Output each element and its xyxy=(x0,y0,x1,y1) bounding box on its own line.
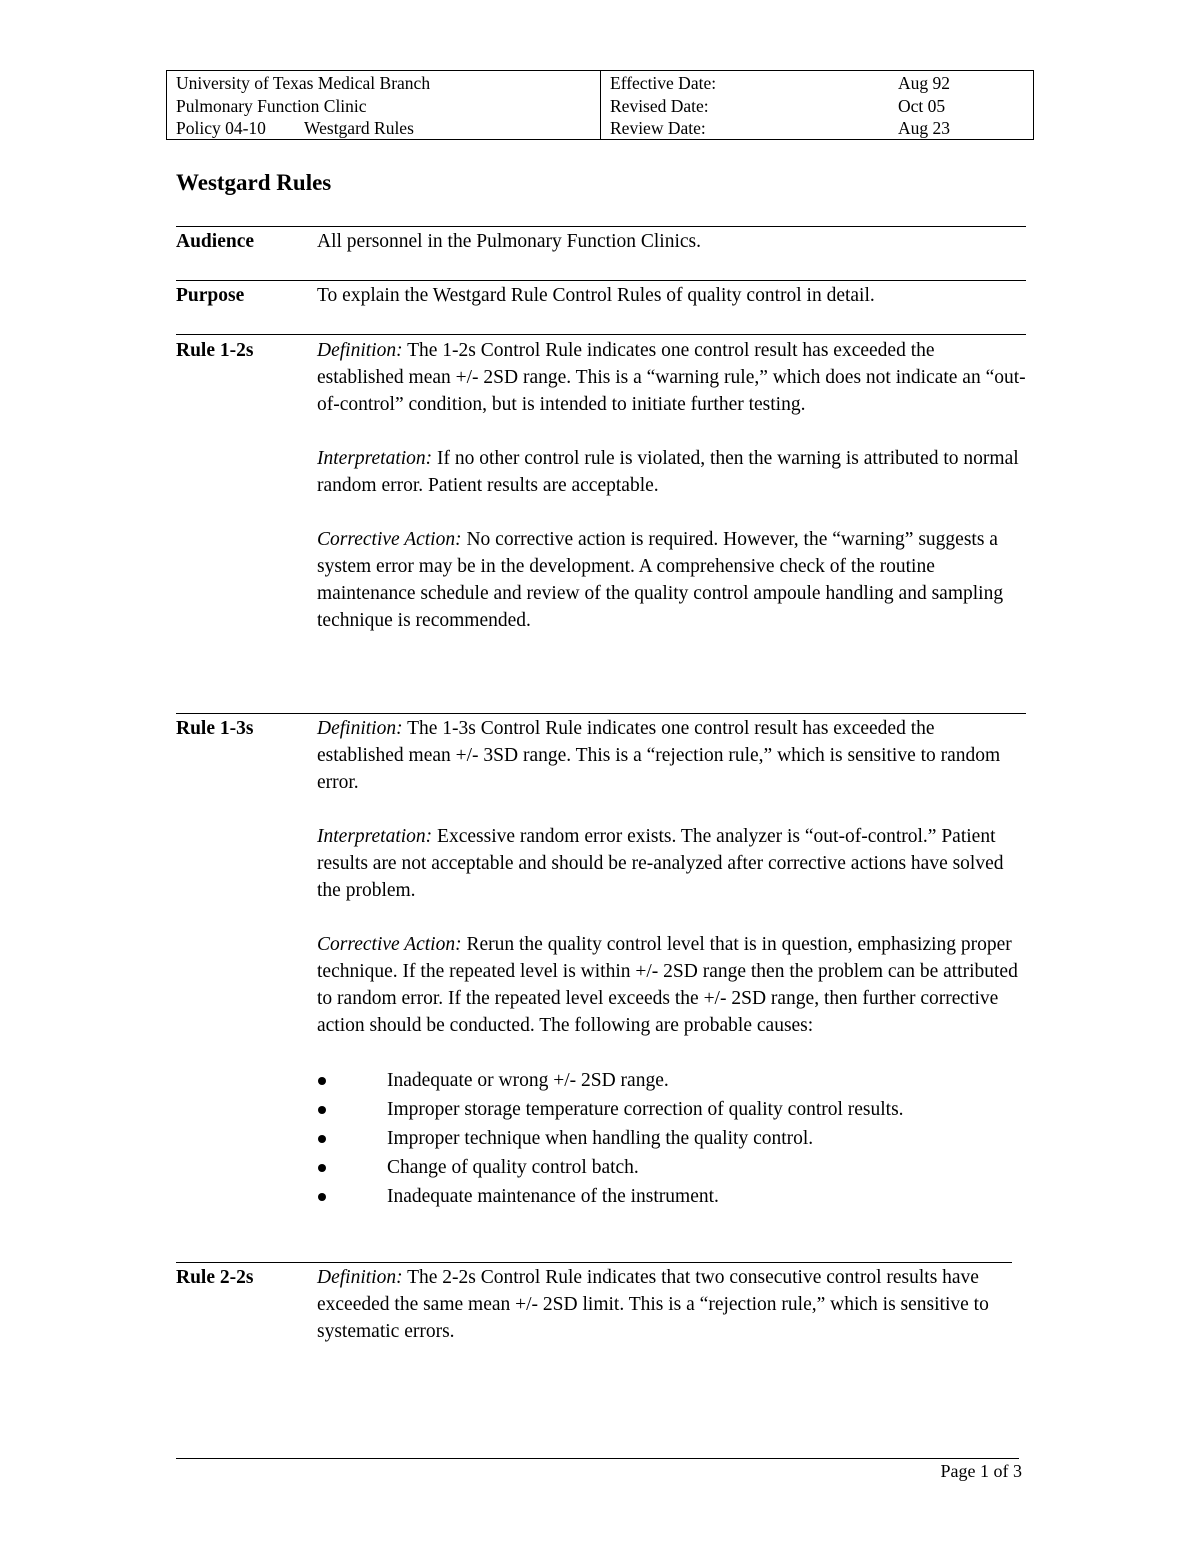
rule-1-3s-section xyxy=(176,715,1026,1211)
revised-date-label: Revised Date: xyxy=(610,95,709,116)
bullet-icon xyxy=(318,1135,326,1143)
audience-section xyxy=(176,228,1026,255)
revised-date-row xyxy=(610,95,1033,118)
list-item-text: Improper technique when handling the quality control. xyxy=(387,1128,814,1149)
probable-causes-list xyxy=(317,1066,1026,1211)
audience-label: Audience xyxy=(176,231,254,252)
corrective-action-label: Corrective Action: xyxy=(317,934,462,955)
page-title: Westgard Rules xyxy=(176,170,332,195)
corrective-action-text: Rerun the quality control level that is in question, emphasizing proper technique. If the repeated level is within +/- 2SD range then the problem can be attributed to random error. If the repeated level exceeds the +/- 2SD range, then further corrective action should be conducted. The following are probable causes: xyxy=(317,934,1018,1036)
definition-text: The 1-3s Control Rule indicates one control result has exceeded the established mean +/- 3SD range. This is a “rejection rule,” which is sensitive to random error. xyxy=(317,718,1001,793)
rule-2-2s-definition xyxy=(317,1264,1026,1345)
list-item-text: Improper storage temperature correction of quality control results. xyxy=(387,1099,904,1120)
list-item-text: Inadequate maintenance of the instrument. xyxy=(387,1186,719,1207)
divider xyxy=(176,334,1026,335)
rule-1-2s-definition xyxy=(317,337,1026,418)
header-left-cell xyxy=(167,71,601,139)
rule-2-2s-section xyxy=(176,1264,1026,1345)
purpose-section xyxy=(176,282,1026,309)
list-item-text: Change of quality control batch. xyxy=(387,1157,639,1178)
bullet-icon xyxy=(318,1193,326,1201)
interpretation-label: Interpretation: xyxy=(317,448,433,469)
header-org: University of Texas Medical Branch xyxy=(176,73,431,93)
rule-2-2s-body xyxy=(317,1264,1026,1345)
audience-text: All personnel in the Pulmonary Function Clinics. xyxy=(317,231,702,252)
purpose-label: Purpose xyxy=(176,285,245,306)
bullet-icon xyxy=(318,1106,326,1114)
interpretation-text: Excessive random error exists. The analyzer is “out-of-control.” Patient results are not acceptable and should be re-analyzed after corrective actions have solved the problem. xyxy=(317,826,1004,901)
definition-text: The 1-2s Control Rule indicates one control result has exceeded the established mean +/- 2SD range. This is a “warning rule,” which does not indicate an “out-of-control” condition, but is intended to initiate further testing. xyxy=(317,340,1026,415)
interpretation-label: Interpretation: xyxy=(317,826,433,847)
review-date-row xyxy=(610,117,1033,140)
rule-1-2s-label: Rule 1-2s xyxy=(176,340,254,361)
purpose-text: To explain the Westgard Rule Control Rules of quality control in detail. xyxy=(317,285,875,306)
header-clinic: Pulmonary Function Clinic xyxy=(176,95,367,116)
review-date-label: Review Date: xyxy=(610,118,706,138)
list-item xyxy=(317,1066,1026,1095)
header-policy-title: Westgard Rules xyxy=(304,118,414,138)
corrective-action-text: No corrective action is required. However, the “warning” suggests a system error may be in the development. A comprehensive check of the routine maintenance schedule and review of the quality control ampoule handling and sampling technique is recommended. xyxy=(317,529,1004,631)
list-item xyxy=(317,1124,1026,1153)
revised-date-value: Oct 05 xyxy=(898,95,946,116)
rule-1-3s-body xyxy=(317,715,1026,1211)
divider xyxy=(176,713,1026,714)
list-item xyxy=(317,1095,1026,1124)
page-number: Page 1 of 3 xyxy=(940,1461,1022,1481)
list-item xyxy=(317,1153,1026,1182)
divider xyxy=(176,280,1026,281)
definition-label: Definition: xyxy=(317,1267,403,1288)
effective-date-label: Effective Date: xyxy=(610,73,717,93)
list-item-text: Inadequate or wrong +/- 2SD range. xyxy=(387,1070,669,1091)
rule-1-2s-corrective-action xyxy=(317,526,1026,634)
rule-1-3s-definition xyxy=(317,715,1026,796)
header-policy-number: Policy 04-10 xyxy=(176,118,266,138)
policy-header-box xyxy=(166,70,1034,140)
review-date-value: Aug 23 xyxy=(898,118,951,138)
bullet-icon xyxy=(318,1164,326,1172)
effective-date-row xyxy=(610,72,1033,95)
footer-divider xyxy=(176,1458,1019,1459)
rule-2-2s-label: Rule 2-2s xyxy=(176,1267,254,1288)
corrective-action-label: Corrective Action: xyxy=(317,529,462,550)
divider xyxy=(176,1262,1012,1263)
rule-1-2s-interpretation xyxy=(317,445,1026,499)
rule-1-2s-section xyxy=(176,337,1026,634)
bullet-icon xyxy=(318,1077,326,1085)
rule-1-2s-body xyxy=(317,337,1026,634)
rule-1-3s-corrective-action xyxy=(317,931,1026,1039)
divider xyxy=(176,226,1026,227)
list-item xyxy=(317,1182,1026,1211)
interpretation-text: If no other control rule is violated, then the warning is attributed to normal random error. Patient results are acceptable. xyxy=(317,448,1019,496)
definition-text: The 2-2s Control Rule indicates that two consecutive control results have exceeded the same mean +/- 2SD limit. This is a “rejection rule,” which is sensitive to systematic errors. xyxy=(317,1267,989,1342)
header-policy xyxy=(176,117,600,140)
rule-1-3s-label: Rule 1-3s xyxy=(176,718,254,739)
rule-1-3s-interpretation xyxy=(317,823,1026,904)
header-right-cell xyxy=(601,71,1033,139)
definition-label: Definition: xyxy=(317,718,403,739)
effective-date-value: Aug 92 xyxy=(898,73,951,93)
definition-label: Definition: xyxy=(317,340,403,361)
